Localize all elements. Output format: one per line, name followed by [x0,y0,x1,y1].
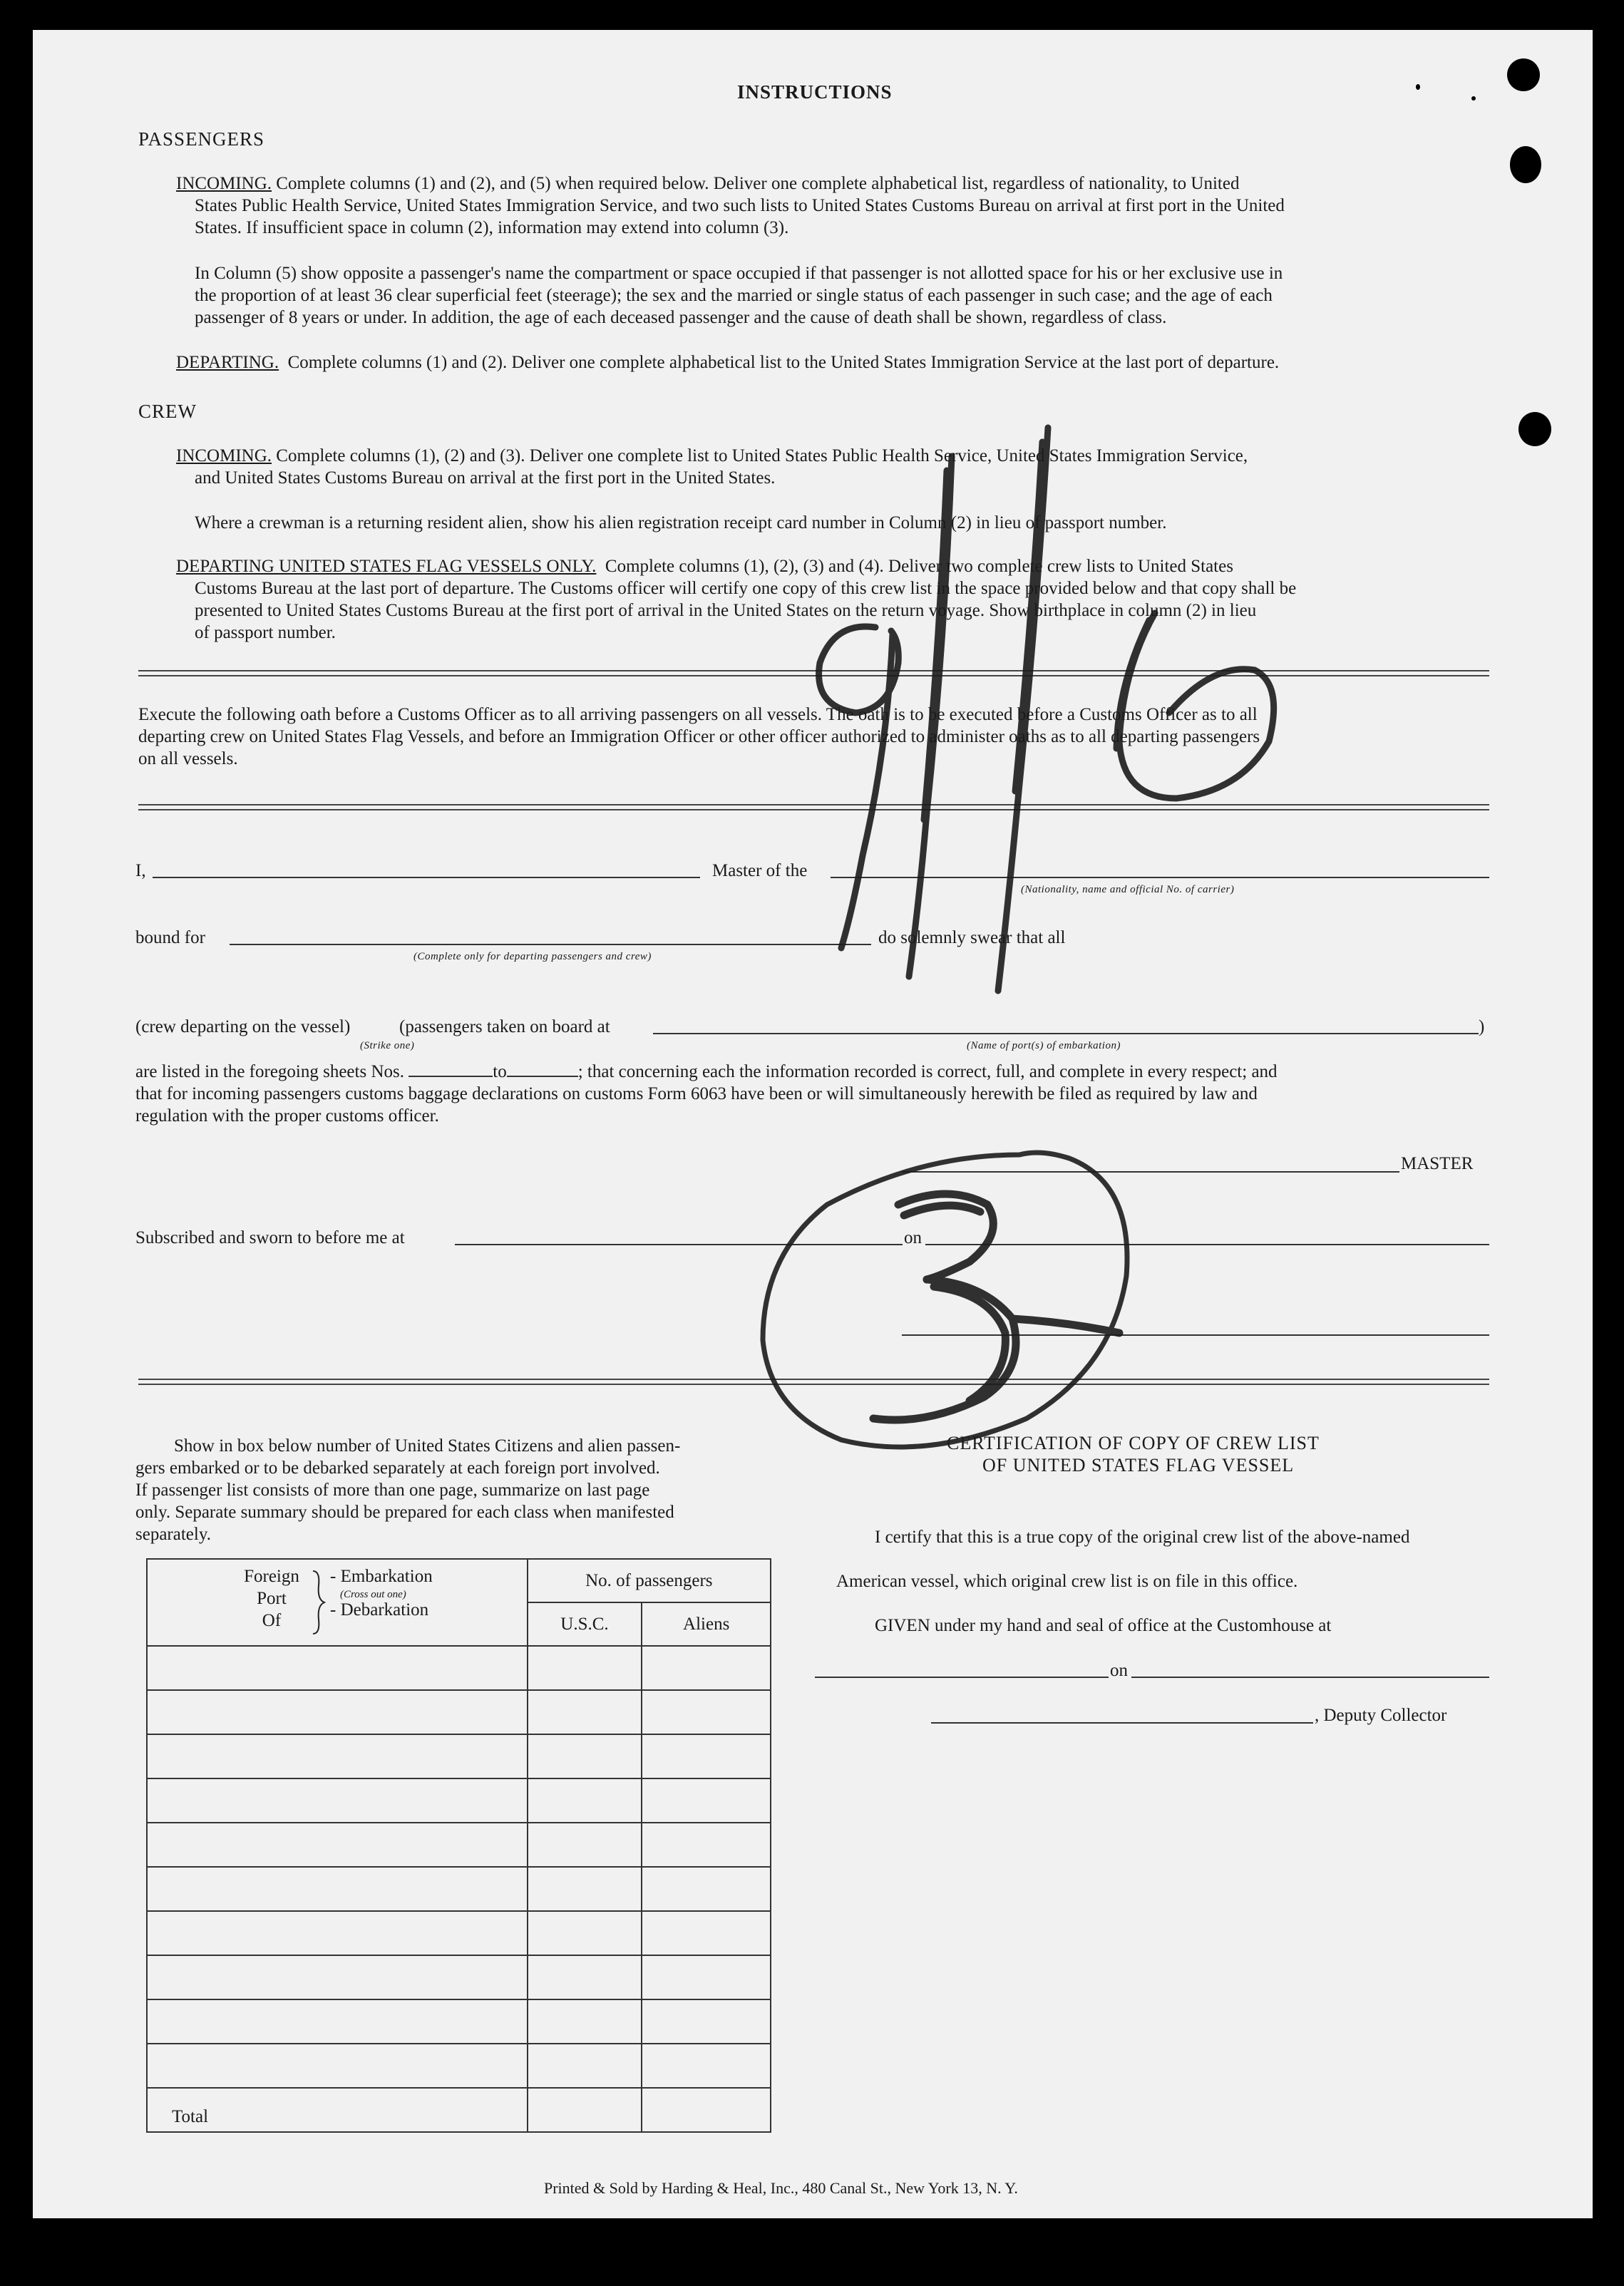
port-note: (Name of port(s) of embarkation) [967,1040,1121,1051]
header-of: Of [262,1611,282,1630]
text-line: departing crew on United States Flag Vessels, and before an Immigration Officer or other officer authorized to administer oaths as to all departing passengers [138,727,1260,746]
total-label: Total [147,2088,528,2132]
text-line: ; that concerning each the information recorded is correct, full, and complete in every respect; and [577,1062,1278,1081]
carrier-note: (Nationality, name and official No. of carrier) [1021,884,1235,895]
usc-header: U.S.C. [528,1602,642,1646]
text-line: of passport number. [195,623,336,642]
cross-out-note: (Cross out one) [340,1589,406,1600]
text-line: only. Separate summary should be prepared for each class when manifested [135,1503,674,1522]
printer-footer: Printed & Sold by Harding & Heal, Inc., 480 Canal St., New York 13, N. Y. [544,2179,1018,2197]
subscribed-label: Subscribed and sworn to before me at [135,1228,405,1247]
text-line: Complete columns (1), (2) and (3). Deliver one complete list to United States Public Health Service, United States Immigration Service, [276,446,1248,465]
passengers-heading: PASSENGERS [138,128,265,150]
handwritten-9116 [819,428,1274,991]
header-foreign: Foreign [244,1567,299,1586]
text-line: presented to United States Customs Bureau at the first port of arrival in the United States on the return voyage. Show birthplace in column (2) in lieu [195,601,1257,620]
passengers-taken-option: (passengers taken on board at [399,1017,610,1036]
crew-departing-option: (crew departing on the vessel) [135,1017,351,1036]
text-line: to [493,1062,507,1081]
bound-for-label: bound for [135,928,205,947]
certify-line1: I certify that this is a true copy of the original crew list of the above-named [875,1528,1410,1547]
text-line: Complete columns (1), (2), (3) and (4). Deliver two complete crew lists to United States [605,557,1233,576]
oath-i-label: I, [135,861,146,880]
text-line: and United States Customs Bureau on arrival at the first port in the United States. [195,468,776,488]
text-line: If passenger list consists of more than one page, summarize on last page [135,1481,650,1500]
text-line: gers embarked or to be debarked separately at each foreign port involved. [135,1458,660,1478]
certification-title-line2: OF UNITED STATES FLAG VESSEL [982,1455,1295,1476]
crew-heading: CREW [138,401,197,422]
header-port: Port [257,1589,287,1608]
text-line: regulation with the proper customs officer. [135,1106,439,1126]
given-line: GIVEN under my hand and seal of office at the Customhouse at [875,1616,1332,1635]
swear-text: do solemnly swear that all [878,928,1066,947]
text-line: Show in box below number of United States Citizens and alien passen- [174,1436,681,1456]
certify-line2: American vessel, which original crew list is on file in this office. [836,1572,1298,1591]
text-line: on all vessels. [138,749,238,768]
master-label: MASTER [1401,1154,1474,1173]
text-line: the proportion of at least 36 clear superficial feet (steerage); the sex and the married or single status of each passenger in such case; and the age of each [195,286,1273,305]
text-line: passenger of 8 years or under. In addition, the age of each deceased passenger and the cause of death shall be shown, regardless of class. [195,308,1167,327]
text-line: Complete columns (1) and (2), and (5) when required below. Deliver one complete alphabetical list, regardless of nationality, to United [276,174,1240,193]
passengers-incoming-label: INCOMING. [176,174,272,193]
text-line: are listed in the foregoing sheets Nos. [135,1062,404,1081]
embarkation-option: - Embarkation [330,1567,433,1586]
passengers-departing-label: DEPARTING. [176,353,279,372]
close-paren: ) [1479,1017,1485,1036]
aliens-header: Aliens [642,1602,771,1646]
crew-departing-label: DEPARTING UNITED STATES FLAG VESSELS ONLY. [176,557,597,576]
cert-on-label: on [1110,1661,1128,1680]
circled-3 [763,1153,1127,1447]
certification-title-line1: CERTIFICATION OF COPY OF CREW LIST [947,1433,1320,1453]
page-title: INSTRUCTIONS [737,81,893,103]
deputy-collector-label: , Deputy Collector [1315,1706,1447,1725]
text-line: that for incoming passengers customs baggage declarations on customs Form 6063 have been or will simultaneously herewith be filed as required by law and [135,1084,1258,1103]
debarkation-option: - Debarkation [330,1600,429,1620]
text-line: In Column (5) show opposite a passenger's name the compartment or space occupied if that passenger is not allotted space for his or her exclusive use in [195,264,1283,283]
text-line: separately. [135,1525,211,1544]
text-line: Customs Bureau at the last port of departure. The Customs officer will certify one copy of this crew list in the space provided below and that copy shall be [195,579,1297,598]
text-line: States Public Health Service, United States Immigration Service, and two such lists to United States Customs Bureau on arrival at first port in the United [195,196,1285,215]
text-line: States. If insufficient space in column (2), information may extend into column (3). [195,218,789,237]
sworn-on-label: on [904,1228,922,1247]
text-line: Complete columns (1) and (2). Deliver one complete alphabetical list to the United States Immigration Service at the last port of departure. [287,353,1280,372]
text-line: Execute the following oath before a Customs Officer as to all arriving passengers on all vessels. The oath is to be executed before a Customs Officer as to all [138,705,1258,724]
bound-for-note: (Complete only for departing passengers and crew) [413,951,652,962]
master-of-label: Master of the [712,861,808,880]
crew-resident-line: Where a crewman is a returning resident alien, show his alien registration receipt card number in Column (2) in lieu of passport number. [195,513,1167,532]
strike-note: (Strike one) [360,1040,415,1051]
no-passengers-header: No. of passengers [528,1559,771,1602]
crew-incoming-label: INCOMING. [176,446,272,465]
